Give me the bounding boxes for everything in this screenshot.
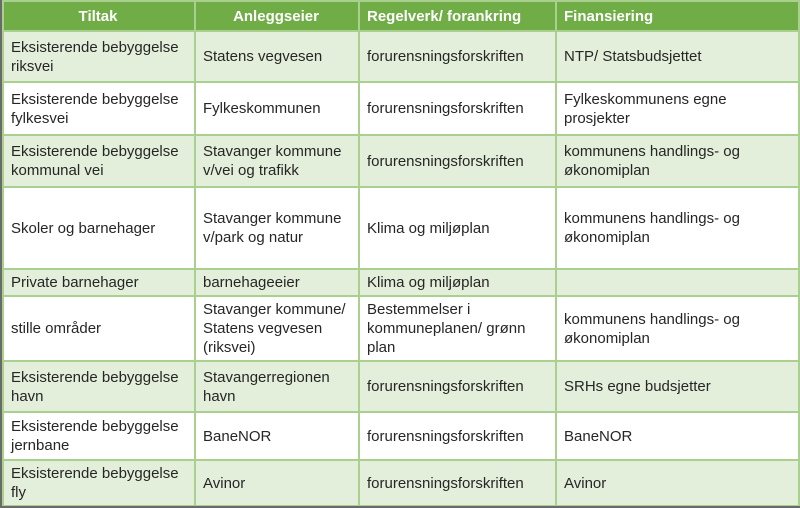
cell-regelverk: Klima og miljøplan xyxy=(359,187,556,269)
cell-anleggseier: Stavanger kommune v/vei og trafikk xyxy=(195,135,359,187)
cell-regelverk: forurensningsforskriften xyxy=(359,460,556,506)
table-row xyxy=(3,82,799,135)
cell-anleggseier: Stavanger kommune/ Statens vegvesen (riksvei) xyxy=(195,296,359,361)
cell-anleggseier: Stavangerregionen havn xyxy=(195,361,359,412)
column-header-anleggseier: Anleggseier xyxy=(195,1,359,31)
cell-finansiering: kommunens handlings- og økonomiplan xyxy=(556,296,799,361)
cell-anleggseier: Avinor xyxy=(195,460,359,506)
cell-anleggseier: Stavanger kommune v/park og natur xyxy=(195,187,359,269)
table-row xyxy=(3,269,799,296)
cell-tiltak: Eksisterende bebyggelse fylkesvei xyxy=(3,82,195,135)
column-header-tiltak: Tiltak xyxy=(3,1,195,31)
cell-tiltak: Eksisterende bebyggelse havn xyxy=(3,361,195,412)
cell-finansiering: kommunens handlings- og økonomiplan xyxy=(556,187,799,269)
column-header-finansiering: Finansiering xyxy=(556,1,799,31)
cell-tiltak: Eksisterende bebyggelse kommunal vei xyxy=(3,135,195,187)
table-row xyxy=(3,361,799,412)
table-row xyxy=(3,187,799,269)
cell-regelverk: forurensningsforskriften xyxy=(359,82,556,135)
cell-tiltak: Eksisterende bebyggelse jernbane xyxy=(3,412,195,460)
table-row xyxy=(3,412,799,460)
cell-finansiering: BaneNOR xyxy=(556,412,799,460)
cell-anleggseier: Statens vegvesen xyxy=(195,31,359,82)
cell-tiltak: Eksisterende bebyggelse fly xyxy=(3,460,195,506)
cell-finansiering xyxy=(556,269,799,296)
measures-table xyxy=(2,0,800,507)
header-row xyxy=(3,1,799,31)
cell-regelverk: Klima og miljøplan xyxy=(359,269,556,296)
cell-anleggseier: barnehageeier xyxy=(195,269,359,296)
cell-finansiering: Fylkeskommunens egne prosjekter xyxy=(556,82,799,135)
cell-regelverk: forurensningsforskriften xyxy=(359,412,556,460)
cell-anleggseier: Fylkeskommunen xyxy=(195,82,359,135)
cell-regelverk: Bestemmelser i kommuneplanen/ grønn plan xyxy=(359,296,556,361)
cell-regelverk: forurensningsforskriften xyxy=(359,31,556,82)
cell-tiltak: Private barnehager xyxy=(3,269,195,296)
table-row xyxy=(3,135,799,187)
cell-regelverk: forurensningsforskriften xyxy=(359,135,556,187)
cell-finansiering: Avinor xyxy=(556,460,799,506)
cell-tiltak: Eksisterende bebyggelse riksvei xyxy=(3,31,195,82)
cell-finansiering: kommunens handlings- og økonomiplan xyxy=(556,135,799,187)
table-row xyxy=(3,460,799,506)
cell-regelverk: forurensningsforskriften xyxy=(359,361,556,412)
cell-tiltak: Skoler og barnehager xyxy=(3,187,195,269)
column-header-regelverk: Regelverk/ forankring xyxy=(359,1,556,31)
cell-tiltak: stille områder xyxy=(3,296,195,361)
table-row xyxy=(3,31,799,82)
cell-finansiering: NTP/ Statsbudsjettet xyxy=(556,31,799,82)
cell-anleggseier: BaneNOR xyxy=(195,412,359,460)
table-row xyxy=(3,296,799,361)
cell-finansiering: SRHs egne budsjetter xyxy=(556,361,799,412)
table-body xyxy=(3,31,799,506)
